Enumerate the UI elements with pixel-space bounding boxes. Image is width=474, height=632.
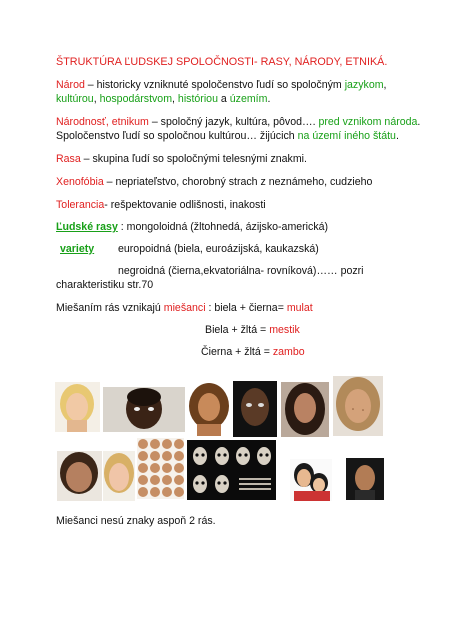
term-ludske-rasy: Ľudské rasy — [56, 221, 118, 233]
term-rasa: Rasa — [56, 153, 81, 165]
definition-narod-cont: kultúrou, hospodárstvom, históriou a územím. — [56, 93, 271, 105]
portrait-photo-woman-curly-hair — [188, 382, 230, 436]
term-mestik: mestik — [269, 324, 300, 336]
term-miesanci: miešanci — [163, 302, 206, 314]
page-title: ŠTRUKTÚRA ĽUDSKEJ SPOLOČNOSTI- RASY, NÁRODY, ETNIKÁ. — [56, 56, 388, 68]
race-negroid: negroidná (čierna,ekvatoriálna- rovníková)…… pozri — [118, 265, 364, 277]
term-narodnost: Národnosť, etnikum — [56, 116, 149, 128]
race-europoid: europoidná (biela, euroázijská, kaukazská) — [118, 243, 319, 255]
portrait-photo-mother-child — [290, 459, 332, 501]
definition-narodnost-cont: Spoločenstvo ľudí so spoločnou kultúrou… žijúcich na území iného štátu. — [56, 130, 399, 142]
mixing-zambo: Čierna + žltá = zambo — [201, 346, 305, 358]
definition-rasa: Rasa – skupina ľudí so spoločnými telesnými znakmi. — [56, 153, 307, 165]
portrait-photo-blonde-child — [103, 451, 135, 501]
term-zambo: zambo — [272, 346, 305, 358]
term-narod: Národ — [56, 79, 85, 91]
portrait-photo-freckled-woman — [333, 376, 383, 436]
mixing-mestik: Biela + žltá = mestik — [205, 324, 300, 336]
portrait-photo-boy — [57, 451, 102, 501]
term-tolerancia: Tolerancia — [56, 199, 105, 211]
term-variety: variety — [60, 243, 95, 255]
footer-note: Miešanci nesú znaky aspoň 2 rás. — [56, 515, 216, 527]
portrait-grid-faces — [137, 438, 184, 499]
definition-rasy: Ľudské rasy : mongoloidná (žltohnedá, ázijsko-americká) — [56, 221, 329, 233]
term-xenofobia: Xenofóbia — [56, 176, 104, 188]
definition-narodnost: Národnosť, etnikum – spoločný jazyk, kultúra, pôvod…. pred vznikom národa. — [56, 116, 421, 128]
portrait-photo-blonde-woman — [55, 382, 100, 432]
portrait-photo-man-shaved-head — [233, 381, 277, 437]
definition-tolerancia: Tolerancia- rešpektovanie odlišnosti, inakosti — [56, 199, 266, 211]
definition-xenofobia: Xenofóbia – nepriateľstvo, chorobný strach z neznámeho, cudzieho — [56, 176, 373, 188]
portrait-photo-african-man — [103, 387, 185, 432]
mixing-intro: Miešaním rás vznikajú miešanci : biela + čierna= mulat — [56, 302, 313, 314]
race-reference: charakteristiku str.70 — [56, 279, 154, 291]
definition-narod: Národ – historicky vzniknuté spoločenstvo ľudí so spoločným jazykom, — [56, 79, 387, 91]
portrait-photo-man-dark-background — [346, 458, 384, 500]
portrait-photo-long-hair-woman — [281, 382, 329, 437]
skull-comparison-image — [187, 440, 276, 500]
term-mulat: mulat — [286, 302, 313, 314]
